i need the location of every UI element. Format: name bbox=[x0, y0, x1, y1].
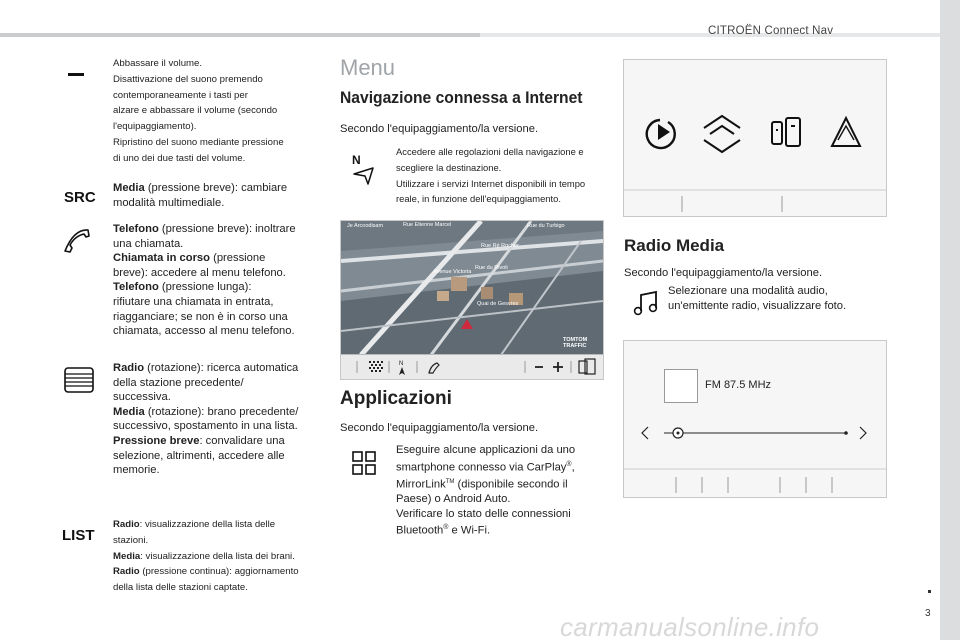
map-toolbar-icons bbox=[341, 355, 603, 379]
text-span: MirrorLink bbox=[396, 478, 446, 491]
map-label: Rue du Rivoli bbox=[475, 265, 508, 271]
section-title-menu: Menu bbox=[340, 55, 396, 80]
list-button-label: LIST bbox=[62, 527, 95, 544]
bold-term: Radio bbox=[113, 519, 140, 530]
src-button-label: SRC bbox=[64, 189, 96, 206]
text-line: Selezionare una modalità audio, bbox=[668, 285, 828, 297]
map-toolbar bbox=[341, 354, 603, 379]
text-line: Eseguire alcune applicazioni da uno bbox=[396, 444, 576, 456]
running-header: CITROËN Connect Nav bbox=[708, 25, 834, 37]
text-line: scegliere la destinazione. bbox=[396, 161, 502, 173]
list-text bbox=[113, 517, 299, 596]
map-label: Je Arcoodisam bbox=[347, 223, 384, 229]
trademark-mark: TM bbox=[445, 478, 455, 485]
text-line: stazioni. bbox=[113, 534, 149, 546]
page-number: 3 bbox=[925, 608, 931, 619]
radio-description bbox=[668, 284, 846, 313]
map-render bbox=[341, 221, 603, 355]
text-line: Paese) o Android Auto. bbox=[396, 493, 511, 506]
navigation-arrow-icon bbox=[350, 152, 376, 186]
text-line: successivo, spostamento in una lista. bbox=[113, 420, 298, 433]
applications-description bbox=[396, 443, 575, 539]
minus-icon bbox=[68, 73, 84, 76]
applications-subtitle: Secondo l'equipaggiamento/la versione. bbox=[340, 422, 539, 434]
text-line: Abbassare il volume. bbox=[113, 58, 203, 69]
text-span: (pressione breve): cambiare bbox=[144, 182, 288, 194]
registered-mark: ® bbox=[566, 460, 572, 468]
bold-term: Telefono bbox=[113, 223, 159, 235]
text-span: : visualizzazione della lista delle bbox=[139, 519, 276, 530]
nav-description bbox=[396, 144, 585, 207]
heading-applications: Applicazioni bbox=[340, 388, 452, 409]
map-label: Rue Ré Rocher bbox=[481, 243, 519, 249]
registered-mark: ® bbox=[443, 524, 449, 532]
bold-term: Media bbox=[113, 182, 145, 194]
text-line: chiamata, accesso al menu telefono. bbox=[113, 325, 295, 338]
applications-screen-icons bbox=[624, 60, 886, 216]
phone-text bbox=[113, 222, 296, 339]
text-line: memorie. bbox=[113, 464, 160, 477]
heading-radio-media: Radio Media bbox=[624, 236, 725, 255]
text-span: (pressione bbox=[209, 252, 266, 265]
bold-term: Media bbox=[113, 550, 141, 562]
map-label: Avenue Victoria bbox=[433, 269, 472, 275]
text-line: riagganciare; se non è in corso una bbox=[113, 310, 288, 323]
thumbwheel-icon bbox=[63, 366, 95, 394]
text-span: (pressione breve): inoltrare bbox=[158, 223, 296, 235]
text-span: (rotazione): ricerca automatica bbox=[144, 362, 299, 374]
text-line: modalità multimediale. bbox=[113, 196, 225, 209]
text-line: Accedere alle regolazioni della navigazione e bbox=[396, 146, 584, 157]
watermark: carmanualsonline.info bbox=[560, 612, 820, 642]
phone-icon bbox=[62, 226, 92, 256]
bold-term: Pressione breve bbox=[113, 434, 200, 447]
radio-subtitle: Secondo l'equipaggiamento/la versione. bbox=[624, 267, 823, 279]
nav-subtitle: Secondo l'equipaggiamento/la versione. bbox=[340, 123, 539, 135]
bold-term: Radio bbox=[113, 566, 140, 578]
text-span: (pressione lunga): bbox=[158, 281, 252, 294]
text-line: Verificare lo stato delle connessioni bbox=[396, 507, 571, 520]
text-line: successiva. bbox=[113, 391, 171, 404]
bold-term: Radio bbox=[113, 362, 145, 374]
map-label: Rue du Turbigo bbox=[527, 223, 565, 229]
text-line: una chiamata. bbox=[113, 237, 184, 250]
navigation-map-screen bbox=[340, 220, 604, 380]
header-rule-left bbox=[0, 33, 480, 37]
text-line: della lista delle stazioni captate. bbox=[113, 582, 248, 594]
tuner-controls bbox=[624, 341, 886, 497]
applications-screen bbox=[623, 59, 887, 217]
text-span: : visualizzazione della lista dei brani. bbox=[140, 550, 295, 562]
text-line: breve): accedere al menu telefono. bbox=[113, 266, 286, 279]
text-span: (pressione continua): aggiornamento bbox=[139, 566, 299, 578]
text-line: selezione, altrimenti, accedere alle bbox=[113, 449, 285, 462]
svg-text:N: N bbox=[399, 361, 404, 367]
page-edge-tab bbox=[940, 0, 960, 640]
map-label: Rue Etienne Marcel bbox=[403, 222, 452, 228]
text-line: contemporaneamente i tasti per bbox=[113, 89, 248, 101]
map-label: Quai de Gesvres bbox=[477, 301, 519, 307]
text-span: Bluetooth bbox=[396, 525, 444, 538]
page-dot bbox=[928, 590, 931, 593]
text-span: , bbox=[571, 461, 575, 474]
text-line: della stazione precedente/ bbox=[113, 376, 244, 389]
bold-term: Media bbox=[113, 405, 145, 418]
text-span: smartphone connesso via CarPlay bbox=[396, 461, 567, 474]
frequency-readout: FM 87.5 MHz bbox=[705, 379, 772, 391]
text-line: Utilizzare i servizi Internet disponibili in tempo bbox=[396, 177, 586, 189]
volume-down-text bbox=[113, 56, 284, 167]
applications-grid-icon bbox=[352, 451, 376, 475]
text-line: reale, in funzione dell'equipaggiamento. bbox=[396, 193, 561, 205]
text-line: rifiutare una chiamata in entrata, bbox=[113, 295, 274, 308]
bold-term: Telefono bbox=[113, 281, 159, 294]
text-line: Disattivazione del suono premendo bbox=[113, 73, 263, 85]
text-span: e Wi-Fi. bbox=[448, 525, 491, 538]
src-text bbox=[113, 181, 287, 210]
text-line: di uno dei due tasti del volume. bbox=[113, 152, 246, 164]
radio-wheel-text bbox=[113, 361, 298, 478]
text-line: Ripristino del suono mediante pressione bbox=[113, 136, 284, 148]
music-note-icon bbox=[632, 289, 660, 317]
bold-term: Chiamata in corso bbox=[113, 252, 210, 265]
heading-navigation: Navigazione connessa a Internet bbox=[340, 88, 583, 107]
text-line: alzare e abbassare il volume (secondo bbox=[113, 105, 278, 117]
text-span: (rotazione): brano precedente/ bbox=[144, 405, 299, 418]
text-line: un'emittente radio, visualizzare foto. bbox=[668, 299, 847, 312]
text-span: : convalidare una bbox=[199, 434, 285, 447]
svg-text:N: N bbox=[352, 153, 361, 167]
tomtom-traffic-logo: TOMTOM TRAFFIC bbox=[563, 337, 588, 349]
text-span: (disponibile secondo il bbox=[454, 478, 568, 491]
text-line: l'equipaggiamento). bbox=[113, 121, 197, 133]
radio-screen bbox=[623, 340, 887, 498]
